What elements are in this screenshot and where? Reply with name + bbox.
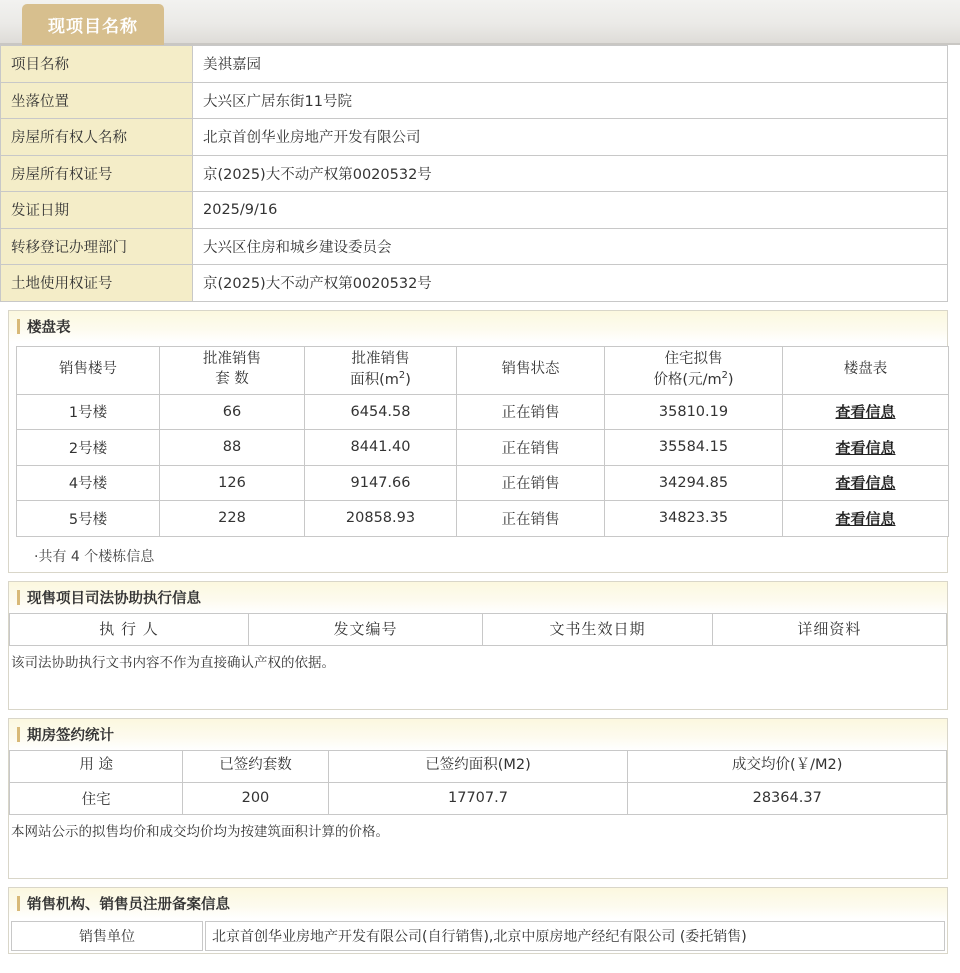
- sales-agency-table: [9, 919, 947, 953]
- col-details: 详细资料: [712, 613, 946, 645]
- col-signed-area: 已签约面积(M2): [328, 750, 628, 782]
- cell-sale-status: 正在销售: [457, 430, 605, 466]
- cell-approved-area: 9147.66: [305, 465, 457, 501]
- col-document-no: 发文编号: [248, 613, 482, 645]
- cell-view-info: [783, 501, 949, 537]
- info-label: 转移登记办理部门: [1, 228, 193, 265]
- col-proposed-price-paren: ): [727, 371, 734, 388]
- info-value: 2025/9/16: [193, 192, 948, 229]
- cell-signed-units: 200: [183, 782, 328, 814]
- info-label: 项目名称: [1, 46, 193, 83]
- col-approved-area: [305, 346, 457, 394]
- info-label: 土地使用权证号: [1, 265, 193, 302]
- section-title: 现售项目司法协助执行信息: [27, 590, 201, 607]
- sales-agency-panel: [8, 887, 948, 954]
- judicial-note: 该司法协助执行文书内容不作为直接确认产权的依据。: [11, 654, 335, 671]
- col-building-no: 销售楼号: [17, 346, 160, 394]
- project-info-table: [0, 45, 948, 302]
- table-row: [1, 265, 948, 302]
- col-proposed-price-sup: 2: [721, 370, 728, 382]
- building-list-header: [9, 311, 947, 342]
- view-info-link[interactable]: 查看信息: [835, 438, 896, 457]
- table-row: [1, 82, 948, 119]
- table-row: [1, 192, 948, 229]
- cell-approved-units: 66: [160, 394, 305, 430]
- table-row: [17, 430, 949, 466]
- table-row: [1, 46, 948, 83]
- cell-proposed-price: 34294.85: [605, 465, 783, 501]
- accent-bar-icon: [17, 896, 20, 911]
- cell-approved-units: 88: [160, 430, 305, 466]
- section-title: 楼盘表: [27, 319, 71, 336]
- col-approved-units: [160, 346, 305, 394]
- tab-label: 现项目名称: [48, 17, 138, 37]
- cell-building-no: 5号楼: [17, 501, 160, 537]
- cell-proposed-price: 35810.19: [605, 394, 783, 430]
- table-header-row: [10, 613, 947, 645]
- tab-bar: [0, 0, 960, 45]
- cell-usage: 住宅: [10, 782, 183, 814]
- cell-view-info: [783, 394, 949, 430]
- info-label: 坐落位置: [1, 82, 193, 119]
- cell-proposed-price: 35584.15: [605, 430, 783, 466]
- presale-stats-table: [9, 750, 947, 815]
- tab-current-project-name[interactable]: [22, 4, 164, 45]
- building-count-note: ·共有 4 个楼栋信息: [34, 548, 155, 565]
- col-approved-area-line2: 面积(m: [350, 371, 399, 388]
- judicial-assistance-panel: [8, 581, 948, 710]
- col-proposed-price: [605, 346, 783, 394]
- cell-proposed-price: 34823.35: [605, 501, 783, 537]
- col-building-table: 楼盘表: [783, 346, 949, 394]
- info-label: 房屋所有权人名称: [1, 119, 193, 156]
- info-value: 京(2025)大不动产权第0020532号: [193, 265, 948, 302]
- view-info-link[interactable]: 查看信息: [835, 474, 896, 493]
- col-signed-units: 已签约套数: [183, 750, 328, 782]
- view-info-link[interactable]: 查看信息: [835, 509, 896, 528]
- table-row: [11, 921, 945, 951]
- col-sale-status: 销售状态: [457, 346, 605, 394]
- col-executor: 执 行 人: [10, 613, 249, 645]
- presale-stats-panel: [8, 718, 948, 879]
- cell-sale-status: 正在销售: [457, 394, 605, 430]
- building-list-table: [16, 346, 949, 537]
- cell-approved-area: 20858.93: [305, 501, 457, 537]
- presale-spacer: [9, 840, 947, 878]
- col-approved-units-line1: 批准销售: [203, 351, 261, 368]
- table-row: [17, 465, 949, 501]
- cell-approved-area: 8441.40: [305, 430, 457, 466]
- agency-label: 销售单位: [11, 921, 203, 951]
- info-value: 大兴区住房和城乡建设委员会: [193, 228, 948, 265]
- section-title: 销售机构、销售员注册备案信息: [27, 896, 230, 913]
- col-avg-price: 成交均价(￥/M2): [628, 750, 947, 782]
- table-header-row: [10, 750, 947, 782]
- info-label: 房屋所有权证号: [1, 155, 193, 192]
- col-approved-area-line1: 批准销售: [351, 350, 410, 367]
- info-label: 发证日期: [1, 192, 193, 229]
- col-approved-area-paren: ): [405, 371, 411, 388]
- col-approved-area-sup: 2: [398, 370, 406, 382]
- accent-bar-icon: [17, 590, 20, 605]
- cell-approved-units: 228: [160, 501, 305, 537]
- cell-approved-area: 6454.58: [305, 394, 457, 430]
- info-value: 北京首创华业房地产开发有限公司: [193, 119, 948, 156]
- view-info-link[interactable]: 查看信息: [835, 403, 896, 422]
- info-value: 美祺嘉园: [193, 46, 948, 83]
- col-approved-units-line2: 套 数: [215, 371, 249, 387]
- col-usage: 用 途: [10, 750, 183, 782]
- cell-approved-units: 126: [160, 465, 305, 501]
- cell-avg-price: 28364.37: [628, 782, 947, 814]
- col-proposed-price-line1: 住宅拟售: [664, 350, 723, 367]
- cell-view-info: [783, 430, 949, 466]
- agency-value: 北京首创华业房地产开发有限公司(自行销售),北京中原房地产经纪有限公司 (委托销售): [205, 921, 945, 951]
- info-value: 京(2025)大不动产权第0020532号: [193, 155, 948, 192]
- info-value: 大兴区广居东街11号院: [193, 82, 948, 119]
- col-effective-date: 文书生效日期: [483, 613, 713, 645]
- presale-stats-header: [9, 719, 947, 750]
- judicial-spacer: [9, 671, 947, 709]
- judicial-assistance-table: [9, 613, 947, 646]
- table-row: [1, 228, 948, 265]
- table-row: [1, 119, 948, 156]
- table-row: [10, 782, 947, 814]
- col-proposed-price-line2: 价格(元/m: [653, 371, 722, 388]
- cell-sale-status: 正在销售: [457, 465, 605, 501]
- table-row: [17, 501, 949, 537]
- cell-building-no: 1号楼: [17, 394, 160, 430]
- section-title: 期房签约统计: [27, 727, 114, 744]
- cell-building-no: 2号楼: [17, 430, 160, 466]
- cell-signed-area: 17707.7: [328, 782, 628, 814]
- building-list-panel: [8, 310, 948, 573]
- cell-view-info: [783, 465, 949, 501]
- cell-building-no: 4号楼: [17, 465, 160, 501]
- judicial-assistance-header: [9, 582, 947, 613]
- cell-sale-status: 正在销售: [457, 501, 605, 537]
- sales-agency-header: [9, 888, 947, 919]
- table-row: [1, 155, 948, 192]
- accent-bar-icon: [17, 727, 20, 742]
- table-header-row: [17, 346, 949, 394]
- table-row: [17, 394, 949, 430]
- accent-bar-icon: [17, 319, 20, 334]
- presale-note: 本网站公示的拟售均价和成交均价均为按建筑面积计算的价格。: [11, 823, 389, 840]
